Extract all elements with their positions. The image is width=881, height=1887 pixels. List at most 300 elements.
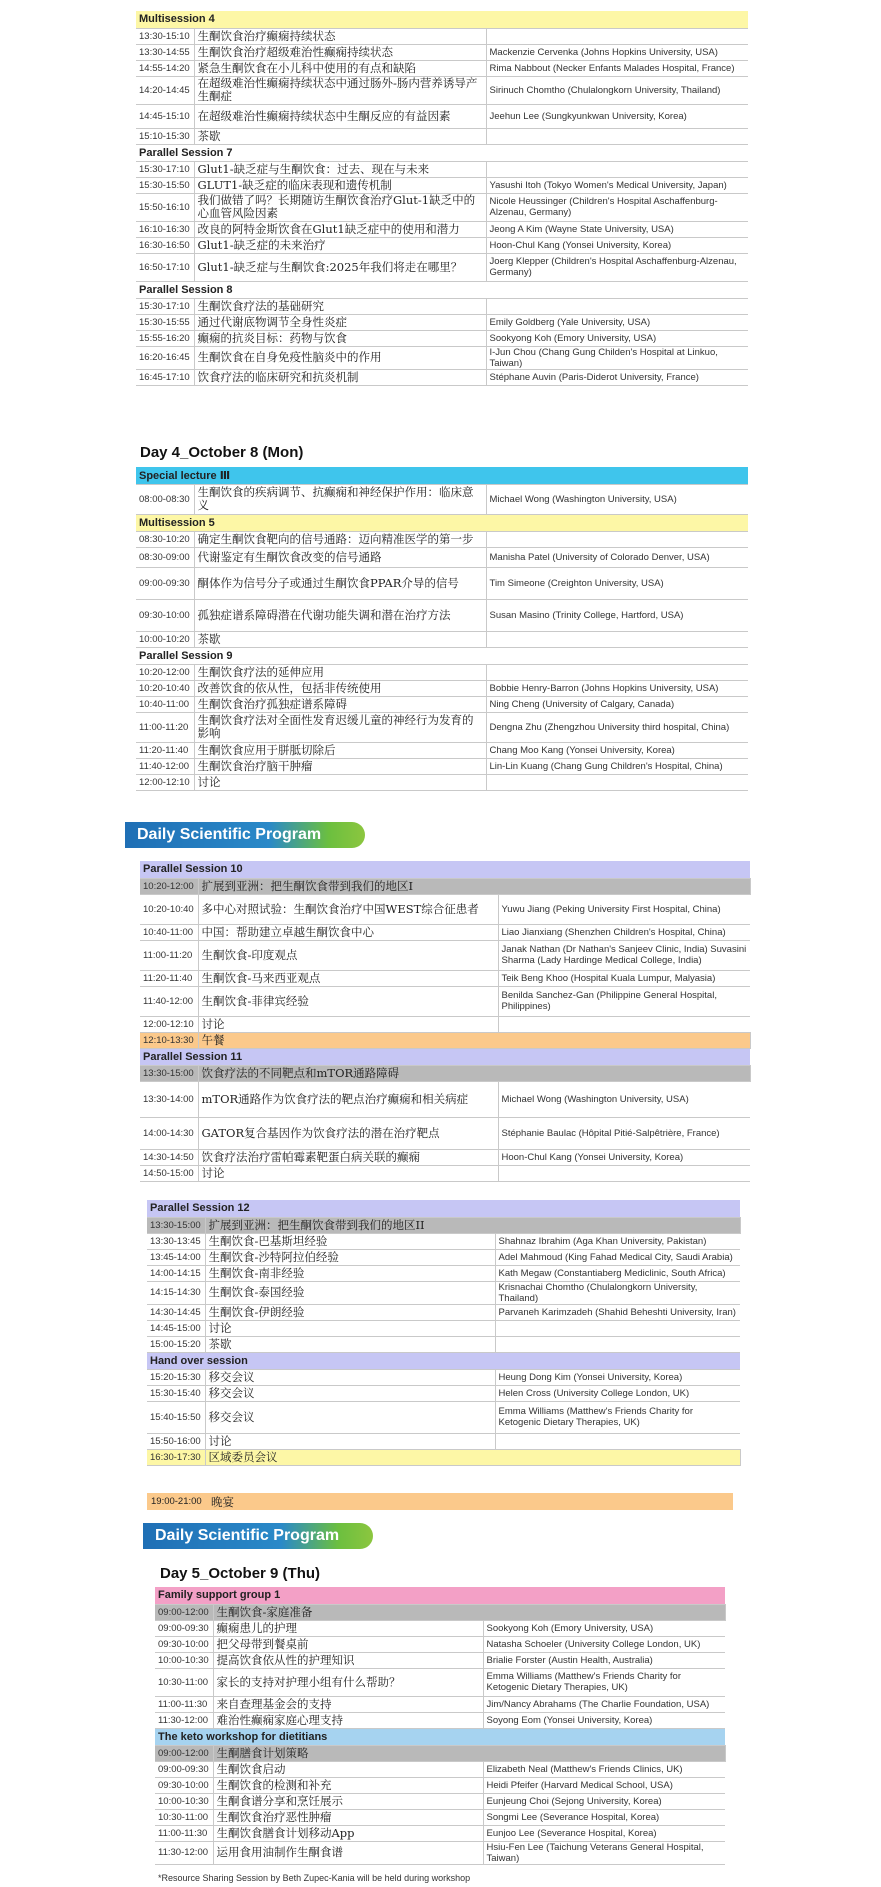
schedule-row [136,221,748,237]
speaker-cell [495,1433,740,1449]
session-header [136,467,748,484]
schedule-row [136,531,748,547]
title-cell: 讨论 [194,774,486,790]
schedule-row [155,1620,725,1636]
speaker-cell: Ning Cheng (University of Calgary, Canada) [486,696,748,712]
session-header-label: Parallel Session 7 [136,144,748,161]
schedule-row [147,1265,740,1281]
schedule-row [136,161,748,177]
session-topic: 扩展到亚洲：把生酮饮食带到我们的地区II [205,1217,740,1233]
session-header-label: Parallel Session 10 [140,861,750,878]
session-header [136,144,748,161]
session-header-label: Multisession 4 [136,11,748,28]
session-header-label: Parallel Session 12 [147,1200,740,1217]
speaker-cell [498,1165,750,1181]
time-cell: 14:00-14:15 [147,1265,205,1281]
speaker-cell: Emily Goldberg (Yale University, USA) [486,314,748,330]
session-header-label: Parallel Session 11 [140,1048,750,1065]
schedule-row [155,1841,725,1864]
title-cell: 移交会议 [205,1385,495,1401]
schedule-row [147,1320,740,1336]
session-header [147,1200,740,1217]
time-cell: 15:50-16:00 [147,1433,205,1449]
schedule-row [136,742,748,758]
time-cell: 16:50-17:10 [136,253,194,281]
session-topic-row [147,1449,740,1465]
title-cell: 茶歇 [205,1336,495,1352]
speaker-cell: Brialie Forster (Austin Health, Australia) [483,1652,725,1668]
speaker-cell: Songmi Lee (Severance Hospital, Korea) [483,1809,725,1825]
schedule-block-day4-afternoon [140,861,750,1182]
speaker-cell: Jim/Nancy Abrahams (The Charlie Foundation, USA) [483,1696,725,1712]
title-cell: 生酮饮食疗法的延伸应用 [194,664,486,680]
speaker-cell: Soyong Eom (Yonsei University, Korea) [483,1712,725,1728]
speaker-cell: Stéphanie Baulac (Hôpital Pitié-Salpêtrière, France) [498,1117,750,1149]
session-header [155,1728,725,1745]
schedule-row [155,1777,725,1793]
time-cell: 15:20-15:30 [147,1369,205,1385]
schedule-row [147,1433,740,1449]
schedule-row [155,1809,725,1825]
title-cell: 生酮饮食-巴基斯坦经验 [205,1233,495,1249]
schedule-row [155,1636,725,1652]
speaker-cell: Sookyong Koh (Emory University, USA) [483,1620,725,1636]
day5-title: Day 5_October 9 (Thu) [160,1565,321,1582]
title-cell: 移交会议 [205,1369,495,1385]
time-cell: 16:45-17:10 [136,369,194,385]
title-cell: 难治性癫痫家庭心理支持 [213,1712,483,1728]
session-header [155,1587,725,1604]
time-cell: 11:30-12:00 [155,1841,213,1864]
speaker-cell: Tim Simeone (Creighton University, USA) [486,567,748,599]
time-cell: 11:30-12:00 [155,1712,213,1728]
title-cell: 癫痫的抗炎目标：药物与饮食 [194,330,486,346]
title-cell: 生酮饮食疗法的基础研究 [194,298,486,314]
schedule-row [140,1081,750,1117]
time-cell: 10:30-11:00 [155,1668,213,1696]
schedule-row [136,60,748,76]
speaker-cell: Teik Beng Khoo (Hospital Kuala Lumpur, Malyasia) [498,970,750,986]
speaker-cell [486,161,748,177]
schedule-row [136,28,748,44]
dinner-time: 19:00-21:00 [151,1496,202,1507]
speaker-cell: Chang Moo Kang (Yonsei University, Korea) [486,742,748,758]
time-cell: 10:00-10:20 [136,631,194,647]
time-cell: 16:10-16:30 [136,221,194,237]
title-cell: 讨论 [198,1016,498,1032]
title-cell: Glut1-缺乏症与生酮饮食:2025年我们将走在哪里？ [194,253,486,281]
time-cell: 11:00-11:30 [155,1825,213,1841]
schedule-row [136,369,748,385]
title-cell: 讨论 [205,1320,495,1336]
speaker-cell [495,1320,740,1336]
title-cell: 在超级难治性癫痫持续状态中通过肠外-肠内营养诱导产生酮症 [194,76,486,104]
schedule-row [136,484,748,514]
time-cell: 15:00-15:20 [147,1336,205,1352]
speaker-cell: Sookyong Koh (Emory University, USA) [486,330,748,346]
schedule-row [140,970,750,986]
schedule-row [136,330,748,346]
title-cell: 生酮饮食-菲律宾经验 [198,986,498,1016]
schedule-row [140,1149,750,1165]
schedule-table [155,1587,726,1865]
speaker-cell: Janak Nathan (Dr Nathan's Sanjeev Clinic, India) Suvasini Sharma (Lady Hardinge Medical College, India) [498,940,750,970]
schedule-row [155,1696,725,1712]
session-topic: 饮食疗法的不同靶点和mTOR通路障碍 [198,1065,750,1081]
time-cell: 15:50-16:10 [136,193,194,221]
time-cell: 11:20-11:40 [140,970,198,986]
title-cell: 酮体作为信号分子或通过生酮饮食PPAR介导的信号 [194,567,486,599]
speaker-cell: Natasha Schoeler (University College London, UK) [483,1636,725,1652]
schedule-row [136,664,748,680]
schedule-row [136,712,748,742]
speaker-cell: Mackenzie Cervenka (Johns Hopkins University, USA) [486,44,748,60]
schedule-row [147,1304,740,1320]
title-cell: Glut1-缺乏症与生酮饮食：过去、现在与未来 [194,161,486,177]
session-header-label: Parallel Session 9 [136,647,748,664]
schedule-block-day5 [155,1587,725,1865]
title-cell: 生酮饮食疗法对全面性发育迟缓儿童的神经行为发育的影响 [194,712,486,742]
time-cell: 15:30-17:10 [136,298,194,314]
speaker-cell: Hsiu-Fen Lee (Taichung Veterans General Hospital, Taiwan) [483,1841,725,1864]
speaker-cell: I-Jun Chou (Chang Gung Childen's Hospital at Linkuo, Taiwan) [486,346,748,369]
time-cell: 10:20-12:00 [136,664,194,680]
speaker-cell: Joerg Klepper (Children's Hospital Aschaffenburg-Alzenau, Germany) [486,253,748,281]
schedule-row [136,346,748,369]
time-cell: 14:45-15:00 [147,1320,205,1336]
schedule-block-day4 [136,467,748,791]
speaker-cell: Dengna Zhu (Zhengzhou University third hospital, China) [486,712,748,742]
time-cell: 10:30-11:00 [155,1809,213,1825]
title-cell: 生酮饮食-马来西亚观点 [198,970,498,986]
title-cell: 改良的阿特金斯饮食在Glut1缺乏症中的使用和潜力 [194,221,486,237]
time-cell: 08:00-08:30 [136,484,194,514]
title-cell: GATOR复合基因作为饮食疗法的潜在治疗靶点 [198,1117,498,1149]
speaker-cell: Michael Wong (Washington University, USA) [486,484,748,514]
title-cell: 生酮食谱分享和烹饪展示 [213,1793,483,1809]
session-header [136,11,748,28]
title-cell: 生酮饮食启动 [213,1761,483,1777]
session-header [136,514,748,531]
speaker-cell: Susan Masino (Trinity College, Hartford, USA) [486,599,748,631]
title-cell: 癫痫患儿的护理 [213,1620,483,1636]
time-cell: 15:30-15:40 [147,1385,205,1401]
title-cell: Glut1-缺乏症的未来治疗 [194,237,486,253]
session-topic-row [140,878,750,894]
speaker-cell: Emma Williams (Matthew's Friends Charity for Ketogenic Dietary Therapies, UK) [495,1401,740,1433]
session-topic-row [155,1745,725,1761]
title-cell: 确定生酮饮食靶向的信号通路：迈向精准医学的第一步 [194,531,486,547]
speaker-cell: Hoon-Chul Kang (Yonsei University, Korea) [486,237,748,253]
schedule-row [155,1668,725,1696]
schedule-row [155,1825,725,1841]
title-cell: 提高饮食依从性的护理知识 [213,1652,483,1668]
schedule-block-day3 [136,11,748,386]
time-cell: 09:30-10:00 [155,1636,213,1652]
title-cell: 生酮饮食治疗恶性肿瘤 [213,1809,483,1825]
time-cell: 15:55-16:20 [136,330,194,346]
time-cell: 09:00-09:30 [155,1620,213,1636]
title-cell: 通过代谢底物调节全身性炎症 [194,314,486,330]
time-cell: 16:30-16:50 [136,237,194,253]
time-cell: 10:40-11:00 [136,696,194,712]
time-cell: 11:00-11:20 [140,940,198,970]
time-cell: 14:20-14:45 [136,76,194,104]
title-cell: 生酮饮食-印度观点 [198,940,498,970]
daily-program-banner-2: Daily Scientific Program [143,1523,373,1549]
session-header-label: Special lecture Ⅲ [136,467,748,484]
title-cell: 生酮饮食-沙特阿拉伯经验 [205,1249,495,1265]
session-topic-row [155,1604,725,1620]
schedule-table [140,861,751,1182]
session-topic: 扩展到亚洲：把生酮饮食带到我们的地区I [198,878,750,894]
title-cell: 家长的支持对护理小组有什么帮助？ [213,1668,483,1696]
dinner-row [147,1493,733,1510]
schedule-row [140,1117,750,1149]
schedule-row [140,1016,750,1032]
speaker-cell: Jeehun Lee (Sungkyunkwan University, Korea) [486,104,748,128]
title-cell: 讨论 [205,1433,495,1449]
speaker-cell: Hoon-Chul Kang (Yonsei University, Korea) [498,1149,750,1165]
time-cell: 14:30-14:45 [147,1304,205,1320]
title-cell: 讨论 [198,1165,498,1181]
time-cell: 13:30-15:10 [136,28,194,44]
time-cell: 12:00-12:10 [136,774,194,790]
title-cell: 生酮饮食膳食计划移动App [213,1825,483,1841]
speaker-cell: Lin-Lin Kuang (Chang Gung Children's Hospital, China) [486,758,748,774]
speaker-cell [498,1016,750,1032]
schedule-row [140,924,750,940]
title-cell: 生酮饮食的疾病调节、抗癫痫和神经保护作用：临床意义 [194,484,486,514]
schedule-row [147,1401,740,1433]
session-time: 16:30-17:30 [147,1449,205,1465]
schedule-row [147,1281,740,1304]
speaker-cell [486,631,748,647]
title-cell: 生酮饮食的检测和补充 [213,1777,483,1793]
time-cell: 09:30-10:00 [136,599,194,631]
schedule-row [136,104,748,128]
session-topic-row [140,1065,750,1081]
title-cell: GLUT1-缺乏症的临床表现和遗传机制 [194,177,486,193]
title-cell: 在超级难治性癫痫持续状态中生酮反应的有益因素 [194,104,486,128]
time-cell: 16:20-16:45 [136,346,194,369]
speaker-cell: Adel Mahmoud (King Fahad Medical City, Saudi Arabia) [495,1249,740,1265]
session-header-label: Parallel Session 8 [136,281,748,298]
session-time: 13:30-15:00 [147,1217,205,1233]
schedule-row [136,680,748,696]
time-cell: 10:00-10:30 [155,1652,213,1668]
time-cell: 14:00-14:30 [140,1117,198,1149]
speaker-cell: Krisnachai Chomtho (Chulalongkorn University, Thailand) [495,1281,740,1304]
schedule-row [136,193,748,221]
time-cell: 14:15-14:30 [147,1281,205,1304]
session-time: 10:20-12:00 [140,878,198,894]
speaker-cell: Nicole Heussinger (Children's Hospital Aschaffenburg-Alzenau, Germany) [486,193,748,221]
speaker-cell: Stéphane Auvin (Paris-Diderot University, France) [486,369,748,385]
time-cell: 14:50-15:00 [140,1165,198,1181]
time-cell: 10:00-10:30 [155,1793,213,1809]
title-cell: 生酮饮食-伊朗经验 [205,1304,495,1320]
speaker-cell: Kath Megaw (Constantiaberg Mediclinic, South Africa) [495,1265,740,1281]
session-header-label: The keto workshop for dietitians [155,1728,725,1745]
time-cell: 09:00-09:30 [155,1761,213,1777]
speaker-cell: Sirinuch Chomtho (Chulalongkorn University, Thailand) [486,76,748,104]
schedule-block-day4-late [147,1200,740,1466]
schedule-row [136,237,748,253]
title-cell: 生酮饮食应用于胼胝切除后 [194,742,486,758]
session-topic: 区域委员会议 [205,1449,740,1465]
time-cell: 11:20-11:40 [136,742,194,758]
title-cell: 移交会议 [205,1401,495,1433]
schedule-row [136,44,748,60]
speaker-cell: Benilda Sanchez-Gan (Philippine General Hospital, Philippines) [498,986,750,1016]
schedule-row [155,1712,725,1728]
schedule-row [136,774,748,790]
speaker-cell: Heidi Pfeifer (Harvard Medical School, USA) [483,1777,725,1793]
title-cell: 来自查理基金会的支持 [213,1696,483,1712]
schedule-table [136,467,748,791]
title-cell: 生酮饮食-泰国经验 [205,1281,495,1304]
time-cell: 14:45-15:10 [136,104,194,128]
session-topic-row [147,1217,740,1233]
speaker-cell [486,774,748,790]
time-cell: 11:00-11:20 [136,712,194,742]
schedule-row [136,758,748,774]
speaker-cell: Manisha Patel (University of Colorado Denver, USA) [486,547,748,567]
session-time: 09:00-12:00 [155,1745,213,1761]
schedule-row [136,696,748,712]
speaker-cell [486,128,748,144]
speaker-cell: Elizabeth Neal (Matthew's Friends Clinics, UK) [483,1761,725,1777]
session-time: 09:00-12:00 [155,1604,213,1620]
title-cell: 生酮饮食治疗癫痫持续状态 [194,28,486,44]
schedule-row [136,547,748,567]
dinner-title: 晚宴 [211,1495,234,1509]
speaker-cell: Parvaneh Karimzadeh (Shahid Beheshti University, Iran) [495,1304,740,1320]
schedule-row [147,1233,740,1249]
time-cell: 11:40-12:00 [140,986,198,1016]
speaker-cell: Liao Jianxiang (Shenzhen Children's Hospital, China) [498,924,750,940]
session-header [140,1048,750,1065]
session-header-label: Hand over session [147,1352,740,1369]
time-cell: 13:45-14:00 [147,1249,205,1265]
title-cell: 生酮饮食治疗脑干肿瘤 [194,758,486,774]
title-cell: 我们做错了吗？长期随访生酮饮食治疗Glut-1缺乏中的心血管风险因素 [194,193,486,221]
title-cell: 改善饮食的依从性，包括非传统使用 [194,680,486,696]
footnote: *Resource Sharing Session by Beth Zupec-Kania will be held during workshop [158,1873,471,1883]
speaker-cell: Helen Cross (University College London, UK) [495,1385,740,1401]
schedule-row [140,1165,750,1181]
speaker-cell: Yuwu Jiang (Peking University First Hospital, China) [498,894,750,924]
title-cell: 代谢鉴定有生酮饮食改变的信号通路 [194,547,486,567]
schedule-row [147,1336,740,1352]
speaker-cell: Michael Wong (Washington University, USA) [498,1081,750,1117]
speaker-cell: Heung Dong Kim (Yonsei University, Korea) [495,1369,740,1385]
speaker-cell [486,28,748,44]
time-cell: 08:30-10:20 [136,531,194,547]
session-header-label: Multisession 5 [136,514,748,531]
title-cell: 多中心对照试验：生酮饮食治疗中国WEST综合征患者 [198,894,498,924]
schedule-table [136,11,748,386]
title-cell: 生酮饮食-南非经验 [205,1265,495,1281]
session-time: 13:30-15:00 [140,1065,198,1081]
session-topic-row [140,1032,750,1048]
time-cell: 14:55-14:20 [136,60,194,76]
schedule-row [140,940,750,970]
schedule-row [136,631,748,647]
title-cell: 生酮饮食在自身免疫性脑炎中的作用 [194,346,486,369]
title-cell: 饮食疗法治疗雷帕霉素靶蛋白病关联的癫痫 [198,1149,498,1165]
title-cell: 茶歇 [194,631,486,647]
session-header-label: Family support group 1 [155,1587,725,1604]
time-cell: 15:40-15:50 [147,1401,205,1433]
time-cell: 15:30-15:55 [136,314,194,330]
schedule-row [155,1761,725,1777]
schedule-row [136,128,748,144]
title-cell: 茶歇 [194,128,486,144]
schedule-row [147,1249,740,1265]
time-cell: 10:40-11:00 [140,924,198,940]
speaker-cell: Eunjeung Choi (Sejong University, Korea) [483,1793,725,1809]
schedule-row [147,1385,740,1401]
speaker-cell: Shahnaz Ibrahim (Aga Khan University, Pakistan) [495,1233,740,1249]
time-cell: 11:40-12:00 [136,758,194,774]
title-cell: 运用食用油制作生酮食谱 [213,1841,483,1864]
schedule-row [147,1369,740,1385]
schedule-row [140,894,750,924]
speaker-cell: Rima Nabbout (Necker Enfants Malades Hospital, France) [486,60,748,76]
schedule-row [136,76,748,104]
session-topic: 午餐 [198,1032,750,1048]
title-cell: 紧急生酮饮食在小儿科中使用的有点和缺陷 [194,60,486,76]
session-header [136,281,748,298]
session-header [147,1352,740,1369]
time-cell: 15:30-15:50 [136,177,194,193]
time-cell: 10:20-10:40 [136,680,194,696]
session-topic: 生酮膳食计划策略 [213,1745,725,1761]
session-time: 12:10-13:30 [140,1032,198,1048]
speaker-cell [486,531,748,547]
speaker-cell: Eunjoo Lee (Severance Hospital, Korea) [483,1825,725,1841]
time-cell: 11:00-11:30 [155,1696,213,1712]
session-header [136,647,748,664]
time-cell: 09:00-09:30 [136,567,194,599]
schedule-row [136,253,748,281]
time-cell: 14:30-14:50 [140,1149,198,1165]
title-cell: 中国：帮助建立卓越生酮饮食中心 [198,924,498,940]
speaker-cell: Yasushi Itoh (Tokyo Women's Medical University, Japan) [486,177,748,193]
time-cell: 15:10-15:30 [136,128,194,144]
time-cell: 08:30-09:00 [136,547,194,567]
schedule-row [136,599,748,631]
title-cell: 生酮饮食治疗孤独症谱系障碍 [194,696,486,712]
time-cell: 13:30-13:45 [147,1233,205,1249]
schedule-row [136,567,748,599]
time-cell: 10:20-10:40 [140,894,198,924]
speaker-cell [486,298,748,314]
day4-title: Day 4_October 8 (Mon) [140,444,304,461]
schedule-row [155,1652,725,1668]
schedule-row [140,986,750,1016]
daily-program-banner: Daily Scientific Program [125,822,365,848]
title-cell: 孤独症谱系障碍潜在代谢功能失调和潜在治疗方法 [194,599,486,631]
schedule-row [136,177,748,193]
session-header [140,861,750,878]
speaker-cell [486,664,748,680]
speaker-cell: Emma Williams (Matthew's Friends Charity for Ketogenic Dietary Therapies, UK) [483,1668,725,1696]
session-topic: 生酮饮食-家庭准备 [213,1604,725,1620]
schedule-row [136,298,748,314]
